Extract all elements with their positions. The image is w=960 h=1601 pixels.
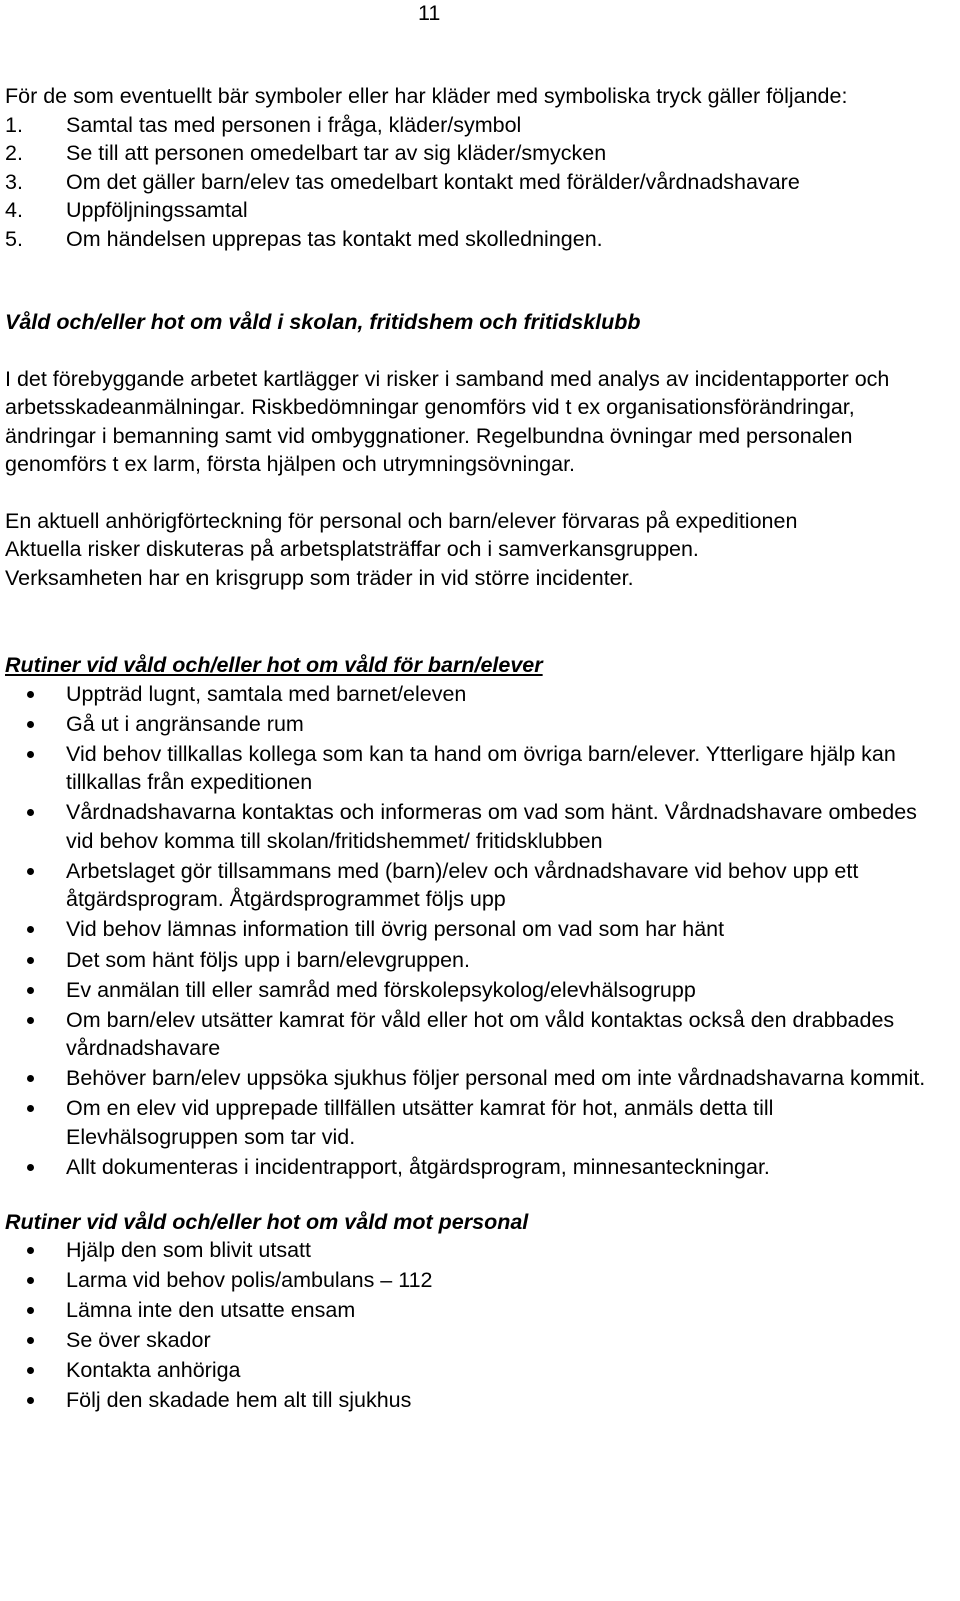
list-item-text: Behöver barn/elev uppsöka sjukhus följer personal med om inte vårdnadshavarna kommit. [66, 1066, 926, 1091]
list-item-text: Om en elev vid upprepade tillfällen utsätter kamrat för hot, anmäls detta till Elevhälsogruppen som tar vid. [66, 1096, 774, 1149]
list-item [5, 740, 950, 797]
list-item-text: Lämna inte den utsatte ensam [66, 1298, 356, 1323]
list-item-text: Vid behov tillkallas kollega som kan ta hand om övriga barn/elever. Ytterligare hjälp kan tillkallas från expeditionen [66, 741, 896, 795]
bullet-icon [27, 926, 34, 933]
list-item [5, 225, 950, 254]
list-item [5, 196, 950, 225]
document-body [5, 82, 950, 1416]
bullet-icon [27, 1247, 34, 1254]
pupil-routines-list [5, 680, 950, 1182]
bullet-icon [27, 1017, 34, 1024]
list-item [5, 168, 950, 197]
list-item [5, 1356, 950, 1385]
list-item [5, 1386, 950, 1415]
list-number: 2. [5, 141, 23, 165]
staff-routines-list [5, 1236, 950, 1415]
bullet-icon [27, 1397, 34, 1404]
list-item [5, 1094, 950, 1151]
list-item-text: Vårdnadshavarna kontaktas och informeras om vad som hänt. Vårdnadshavare ombedes vid behov komma till skolan/fritidshemmet/ fritidsklubben [66, 800, 917, 853]
bullet-icon [27, 868, 34, 875]
list-item [5, 710, 950, 739]
list-item [5, 915, 950, 944]
list-item-text: Larma vid behov polis/ambulans – 112 [66, 1268, 433, 1293]
bullet-icon [27, 1075, 34, 1082]
list-item-text: Se över skador [66, 1328, 211, 1353]
bullet-icon [27, 957, 34, 964]
list-item-text: Om händelsen upprepas tas kontakt med skolledningen. [66, 226, 603, 251]
bullet-icon [27, 1307, 34, 1314]
paragraph-line: Verksamheten har en krisgrupp som träder in vid större incidenter. [5, 565, 634, 590]
list-item-text: Uppträd lugnt, samtala med barnet/eleven [66, 681, 467, 706]
list-number: 3. [5, 169, 23, 194]
list-item [5, 1236, 950, 1265]
list-item [5, 976, 950, 1005]
section-heading-violence: Våld och/eller hot om våld i skolan, fritidshem och fritidsklubb [5, 310, 641, 334]
list-item-text: Allt dokumenteras i incidentrapport, åtgärdsprogram, minnesanteckningar. [66, 1155, 770, 1180]
list-item-text: Se till att personen omedelbart tar av sig kläder/smycken [66, 141, 607, 165]
section-heading-pupils: Rutiner vid våld och/eller hot om våld för barn/elever [5, 653, 543, 677]
list-item-text: Om barn/elev utsätter kamrat för våld eller hot om våld kontaktas också den drabbades vårdnadshavare [66, 1007, 895, 1061]
list-item [5, 1326, 950, 1355]
bullet-icon [27, 987, 34, 994]
list-item [5, 1006, 950, 1063]
bullet-icon [27, 1105, 34, 1112]
bullet-icon [27, 751, 34, 758]
bullet-icon [27, 1164, 34, 1171]
bullet-icon [27, 1367, 34, 1374]
bullet-icon [27, 809, 34, 816]
list-item [5, 1153, 950, 1182]
list-item [5, 1266, 950, 1295]
list-item [5, 111, 950, 140]
list-item-text: Det som hänt följs upp i barn/elevgruppen. [66, 947, 470, 972]
list-item-text: Följ den skadade hem alt till sjukhus [66, 1388, 412, 1413]
list-item-text: Samtal tas med personen i fråga, kläder/symbol [66, 112, 522, 137]
list-item-text: Om det gäller barn/elev tas omedelbart kontakt med förälder/vårdnadshavare [66, 169, 800, 194]
intro-steps-list [5, 111, 950, 254]
list-item [5, 1064, 950, 1093]
bullet-icon [27, 1337, 34, 1344]
list-number: 1. [5, 112, 23, 137]
list-number: 5. [5, 226, 23, 251]
list-number: 4. [5, 198, 23, 222]
section-heading-staff: Rutiner vid våld och/eller hot om våld mot personal [5, 1209, 529, 1234]
list-item-text: Ev anmälan till eller samråd med förskolepsykolog/elevhälsogrupp [66, 977, 696, 1002]
bullet-icon [27, 721, 34, 728]
list-item [5, 680, 950, 709]
bullet-icon [27, 691, 34, 698]
crisis-paragraph [5, 507, 950, 593]
list-item [5, 1296, 950, 1325]
paragraph-line: Aktuella risker diskuteras på arbetsplatsträffar och i samverkansgruppen. [5, 537, 699, 561]
paragraph-line: En aktuell anhörigförteckning för personal och barn/elever förvaras på expeditionen [5, 508, 798, 533]
list-item [5, 798, 950, 855]
list-item-text: Uppföljningssamtal [66, 198, 248, 222]
list-item-text: Gå ut i angränsande rum [66, 711, 304, 736]
intro-text: För de som eventuellt bär symboler eller har kläder med symboliska tryck gäller följande: [5, 84, 848, 108]
list-item-text: Arbetslaget gör tillsammans med (barn)/elev och vårdnadshavare vid behov upp ett åtgärdsprogram. Åtgärdsprogrammet följs upp [66, 858, 859, 912]
list-item [5, 857, 950, 914]
prevention-paragraph: I det förebyggande arbetet kartlägger vi risker i samband med analys av incidentapporter och arbetsskadeanmälningar. Riskbedömningar genomförs vid t ex organisationsförändringar, ändringar i bemanning samt vid ombyggnationer. Regelbundna övningar med personalen genomförs t ex larm, första hjälpen och utrymningsövningar. [5, 366, 890, 476]
list-item-text: Vid behov lämnas information till övrig personal om vad som har hänt [66, 917, 725, 942]
list-item [5, 946, 950, 975]
list-item [5, 139, 950, 168]
bullet-icon [27, 1277, 34, 1284]
list-item-text: Hjälp den som blivit utsatt [66, 1238, 311, 1263]
page-number: 11 [418, 1, 441, 25]
list-item-text: Kontakta anhöriga [66, 1358, 241, 1383]
